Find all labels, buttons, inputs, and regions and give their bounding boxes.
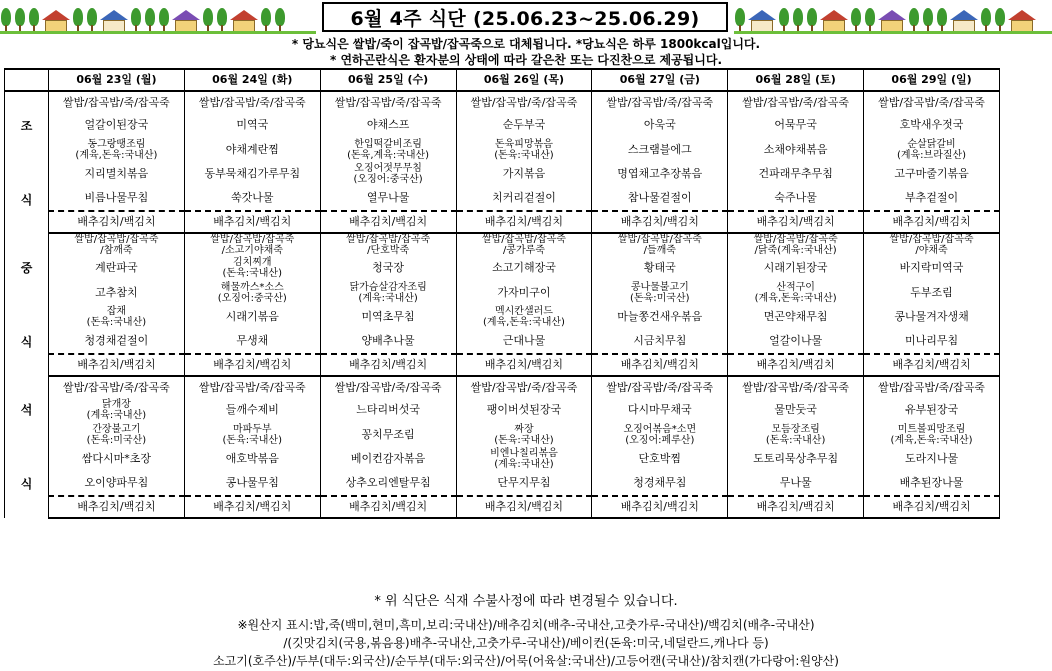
menu-item: 미트볼피망조림 (계육,돈육:국내산) bbox=[864, 423, 1000, 448]
menu-item: 동부묵채김가루무침 bbox=[184, 162, 320, 187]
menu-item: 쌀밥/잡곡밥/잡곡죽 /참깨죽 bbox=[49, 233, 185, 256]
menu-item: 쌀밥/잡곡밥/죽/잡곡죽 bbox=[728, 376, 864, 398]
origin-line-3: 소고기(호주산)/두부(대두:외국산)/순두부(대두:외국산)/어묵(어육살:국내산)/고등어캔(국내산)/참치캔(가다랑어:원양산) bbox=[213, 654, 839, 668]
weekly-menu-table bbox=[4, 68, 1000, 519]
menu-item: 해물까스*소스 (오징어:중국산) bbox=[184, 281, 320, 306]
kimchi-item: 배추김치/백김치 bbox=[320, 354, 456, 376]
menu-item: 유부된장국 bbox=[864, 398, 1000, 423]
menu-row bbox=[5, 138, 1000, 163]
kimchi-item: 배추김치/백김치 bbox=[456, 354, 592, 376]
menu-item: 쌀밥/잡곡밥/죽/잡곡죽 bbox=[49, 91, 185, 113]
menu-item: 오이양파무침 bbox=[49, 472, 185, 497]
kimchi-item: 배추김치/백김치 bbox=[320, 496, 456, 518]
decorative-banner-left bbox=[0, 0, 316, 34]
menu-item: 순두부국 bbox=[456, 113, 592, 138]
kimchi-item: 배추김치/백김치 bbox=[456, 496, 592, 518]
menu-item: 가지볶음 bbox=[456, 162, 592, 187]
menu-item: 비엔나칠리볶음 (계육:국내산) bbox=[456, 447, 592, 472]
menu-row bbox=[5, 91, 1000, 113]
menu-item: 미역초무침 bbox=[320, 305, 456, 330]
kimchi-row bbox=[5, 354, 1000, 376]
day-header: 06월 27일 (금) bbox=[592, 69, 728, 91]
menu-item: 상추오리엔탈무침 bbox=[320, 472, 456, 497]
menu-item: 쌀밥/잡곡밥/잡곡죽 /콩가루죽 bbox=[456, 233, 592, 256]
menu-item: 도토리묵상추무침 bbox=[728, 447, 864, 472]
menu-item: 두부조림 bbox=[864, 281, 1000, 306]
menu-item: 비름나물무침 bbox=[49, 187, 185, 212]
day-header: 06월 24일 (화) bbox=[184, 69, 320, 91]
kimchi-item: 배추김치/백김치 bbox=[592, 354, 728, 376]
menu-item: 고구마줄기볶음 bbox=[864, 162, 1000, 187]
menu-item: 쌀밥/잡곡밥/죽/잡곡죽 bbox=[456, 91, 592, 113]
menu-item: 한입떡갈비조림 (돈육,계육:국내산) bbox=[320, 138, 456, 163]
kimchi-item: 배추김치/백김치 bbox=[49, 354, 185, 376]
menu-item: 들깨수제비 bbox=[184, 398, 320, 423]
menu-item: 쌀밥/잡곡밥/죽/잡곡죽 bbox=[456, 376, 592, 398]
kimchi-item: 배추김치/백김치 bbox=[49, 496, 185, 518]
menu-item: 쌀밥/잡곡밥/죽/잡곡죽 bbox=[592, 91, 728, 113]
menu-item: 쌀밥/잡곡밥/죽/잡곡죽 bbox=[592, 376, 728, 398]
menu-item: 김치찌개 (돈육:국내산) bbox=[184, 256, 320, 281]
menu-item: 베이컨감자볶음 bbox=[320, 447, 456, 472]
menu-item: 쌀밥/잡곡밥/죽/잡곡죽 bbox=[184, 376, 320, 398]
menu-item: 돈육피망볶음 (돈육:국내산) bbox=[456, 138, 592, 163]
menu-row bbox=[5, 472, 1000, 497]
menu-item: 쌀밥/잡곡밥/잡곡죽 /닭죽(계육:국내산) bbox=[728, 233, 864, 256]
menu-item: 닭가슴살감자조림 (계육:국내산) bbox=[320, 281, 456, 306]
day-header-row bbox=[5, 69, 1000, 91]
menu-row bbox=[5, 376, 1000, 398]
kimchi-item: 배추김치/백김치 bbox=[184, 354, 320, 376]
menu-item: 물만둣국 bbox=[728, 398, 864, 423]
menu-item: 배추된장나물 bbox=[864, 472, 1000, 497]
menu-item: 팽이버섯된장국 bbox=[456, 398, 592, 423]
menu-row bbox=[5, 162, 1000, 187]
menu-row bbox=[5, 423, 1000, 448]
menu-item: 치커리겉절이 bbox=[456, 187, 592, 212]
meal-label-top: 석 bbox=[20, 403, 33, 417]
menu-item: 명엽채고추장볶음 bbox=[592, 162, 728, 187]
menu-row bbox=[5, 398, 1000, 423]
menu-row bbox=[5, 113, 1000, 138]
menu-item: 무나물 bbox=[728, 472, 864, 497]
menu-item: 청경채무침 bbox=[592, 472, 728, 497]
menu-item: 오징어볶음*소면 (오징어:페루산) bbox=[592, 423, 728, 448]
menu-item: 야채계란찜 bbox=[184, 138, 320, 163]
menu-item: 계란파국 bbox=[49, 256, 185, 281]
menu-item: 애호박볶음 bbox=[184, 447, 320, 472]
menu-item: 무생채 bbox=[184, 330, 320, 355]
menu-item: 짜장 (돈육:국내산) bbox=[456, 423, 592, 448]
menu-item: 청국장 bbox=[320, 256, 456, 281]
origin-line-1: ※원산지 표시:밥,죽(백미,현미,흑미,보리:국내산)/배추김치(배추-국내산,고춧가루-국내산)/백김치(배추-국내산) bbox=[237, 618, 815, 632]
menu-row bbox=[5, 281, 1000, 306]
day-header: 06월 29일 (일) bbox=[864, 69, 1000, 91]
menu-item: 소고기해장국 bbox=[456, 256, 592, 281]
kimchi-item: 배추김치/백김치 bbox=[728, 354, 864, 376]
change-notice: * 위 식단은 식재 수불사정에 따라 변경될수 있습니다. bbox=[374, 594, 678, 609]
grass-strip bbox=[0, 31, 316, 34]
menu-item: 숙주나물 bbox=[728, 187, 864, 212]
menu-item: 열무나물 bbox=[320, 187, 456, 212]
menu-item: 소채야채볶음 bbox=[728, 138, 864, 163]
menu-item: 양배추나물 bbox=[320, 330, 456, 355]
meal-label bbox=[5, 91, 49, 233]
menu-item: 시래기된장국 bbox=[728, 256, 864, 281]
menu-item: 마늘쫑건새우볶음 bbox=[592, 305, 728, 330]
menu-item: 닭개장 (계육:국내산) bbox=[49, 398, 185, 423]
dysphagia-notice: * 연하곤란식은 환자분의 상태에 따라 갈은찬 또는 다진찬으로 제공됩니다. bbox=[329, 53, 723, 67]
decorative-banner-right bbox=[734, 0, 1052, 34]
menu-item: 쌀밥/잡곡밥/죽/잡곡죽 bbox=[184, 91, 320, 113]
menu-row bbox=[5, 330, 1000, 355]
menu-item: 쌀밥/잡곡밥/죽/잡곡죽 bbox=[320, 376, 456, 398]
kimchi-item: 배추김치/백김치 bbox=[728, 211, 864, 233]
meal-label bbox=[5, 376, 49, 518]
menu-item: 쑥갓나물 bbox=[184, 187, 320, 212]
diabetic-notice: * 당뇨식은 쌀밥/죽이 잡곡밥/잡곡죽으로 대체됩니다. *당뇨식은 하루 1800kcal입니다. bbox=[291, 37, 761, 51]
menu-item: 꽁치무조림 bbox=[320, 423, 456, 448]
kimchi-item: 배추김치/백김치 bbox=[184, 496, 320, 518]
menu-item: 건파래무추무침 bbox=[728, 162, 864, 187]
menu-item: 쌀밥/잡곡밥/잡곡죽 /단호박죽 bbox=[320, 233, 456, 256]
kimchi-item: 배추김치/백김치 bbox=[728, 496, 864, 518]
day-header: 06월 28일 (토) bbox=[728, 69, 864, 91]
menu-item: 오징어젓무무침 (오징어:중국산) bbox=[320, 162, 456, 187]
menu-item: 마파두부 (돈육:국내산) bbox=[184, 423, 320, 448]
meal-label-top: 조 bbox=[20, 118, 33, 133]
corner-cell bbox=[5, 69, 49, 91]
menu-item: 아욱국 bbox=[592, 113, 728, 138]
menu-item: 쌀밥/잡곡밥/죽/잡곡죽 bbox=[864, 91, 1000, 113]
kimchi-item: 배추김치/백김치 bbox=[184, 211, 320, 233]
menu-item: 모듬장조림 (돈육:국내산) bbox=[728, 423, 864, 448]
menu-item: 시래기볶음 bbox=[184, 305, 320, 330]
menu-item: 간장불고기 (돈육:미국산) bbox=[49, 423, 185, 448]
menu-item: 스크램블에그 bbox=[592, 138, 728, 163]
menu-item: 미나리무침 bbox=[864, 330, 1000, 355]
menu-item: 쌀밥/잡곡밥/잡곡죽 /야채죽 bbox=[864, 233, 1000, 256]
menu-item: 야채스프 bbox=[320, 113, 456, 138]
meal-label bbox=[5, 233, 49, 376]
kimchi-item: 배추김치/백김치 bbox=[320, 211, 456, 233]
kimchi-item: 배추김치/백김치 bbox=[864, 496, 1000, 518]
menu-item: 쌀밥/잡곡밥/잡곡죽 /소고기야채죽 bbox=[184, 233, 320, 256]
menu-row bbox=[5, 305, 1000, 330]
menu-item: 쌀밥/잡곡밥/죽/잡곡죽 bbox=[320, 91, 456, 113]
menu-item: 쌈다시마*초장 bbox=[49, 447, 185, 472]
menu-item: 미역국 bbox=[184, 113, 320, 138]
kimchi-row bbox=[5, 496, 1000, 518]
menu-item: 단무지무침 bbox=[456, 472, 592, 497]
menu-item: 부추겉절이 bbox=[864, 187, 1000, 212]
menu-item: 면곤약채무침 bbox=[728, 305, 864, 330]
menu-row bbox=[5, 187, 1000, 212]
grass-strip bbox=[734, 31, 1052, 34]
menu-item: 얼갈이나물 bbox=[728, 330, 864, 355]
menu-item: 쌀밥/잡곡밥/죽/잡곡죽 bbox=[728, 91, 864, 113]
menu-row bbox=[5, 447, 1000, 472]
meal-label-top: 중 bbox=[20, 260, 33, 275]
kimchi-row bbox=[5, 211, 1000, 233]
menu-item: 쌀밥/잡곡밥/죽/잡곡죽 bbox=[49, 376, 185, 398]
kimchi-item: 배추김치/백김치 bbox=[592, 496, 728, 518]
menu-item: 다시마무채국 bbox=[592, 398, 728, 423]
kimchi-item: 배추김치/백김치 bbox=[864, 354, 1000, 376]
menu-item: 동그랑땡조림 (계육,돈육:국내산) bbox=[49, 138, 185, 163]
menu-item: 지리멸치볶음 bbox=[49, 162, 185, 187]
menu-item: 산적구이 (계육,돈육:국내산) bbox=[728, 281, 864, 306]
kimchi-item: 배추김치/백김치 bbox=[864, 211, 1000, 233]
menu-row bbox=[5, 233, 1000, 256]
menu-item: 순살닭갈비 (계육:브라질산) bbox=[864, 138, 1000, 163]
page-title: 6월 4주 식단 (25.06.23~25.06.29) bbox=[322, 2, 728, 32]
kimchi-item: 배추김치/백김치 bbox=[592, 211, 728, 233]
menu-item: 고추참치 bbox=[49, 281, 185, 306]
menu-item: 어묵무국 bbox=[728, 113, 864, 138]
menu-item: 바지락미역국 bbox=[864, 256, 1000, 281]
menu-item: 가자미구이 bbox=[456, 281, 592, 306]
origin-line-2: /(깃맛김치(국용,볶음용)배추-국내산,고춧가루-국내산)/베이컨(돈육:미국,네덜란드,캐나다 등) bbox=[283, 636, 769, 650]
day-header: 06월 26일 (목) bbox=[456, 69, 592, 91]
day-header: 06월 23일 (월) bbox=[49, 69, 185, 91]
menu-item: 느타리버섯국 bbox=[320, 398, 456, 423]
menu-item: 단호박찜 bbox=[592, 447, 728, 472]
menu-item: 쌀밥/잡곡밥/죽/잡곡죽 bbox=[864, 376, 1000, 398]
meal-label-bottom: 식 bbox=[20, 334, 33, 349]
menu-item: 시금치무침 bbox=[592, 330, 728, 355]
menu-item: 얼갈이된장국 bbox=[49, 113, 185, 138]
menu-item: 도라지나물 bbox=[864, 447, 1000, 472]
menu-item: 청경채겉절이 bbox=[49, 330, 185, 355]
menu-item: 근대나물 bbox=[456, 330, 592, 355]
menu-item: 콩나물겨자생채 bbox=[864, 305, 1000, 330]
menu-item: 호박새우젓국 bbox=[864, 113, 1000, 138]
day-header: 06월 25일 (수) bbox=[320, 69, 456, 91]
kimchi-item: 배추김치/백김치 bbox=[49, 211, 185, 233]
menu-item: 멕시칸샐러드 (계육,돈육:국내산) bbox=[456, 305, 592, 330]
meal-label-bottom: 식 bbox=[20, 477, 33, 491]
menu-item: 쌀밥/잡곡밥/잡곡죽 /들깨죽 bbox=[592, 233, 728, 256]
menu-item: 잡채 (돈육:국내산) bbox=[49, 305, 185, 330]
menu-item: 황태국 bbox=[592, 256, 728, 281]
menu-item: 콩나물무침 bbox=[184, 472, 320, 497]
menu-item: 참나물겉절이 bbox=[592, 187, 728, 212]
meal-label-bottom: 식 bbox=[20, 192, 33, 207]
menu-row bbox=[5, 256, 1000, 281]
menu-item: 콩나물불고기 (돈육:미국산) bbox=[592, 281, 728, 306]
kimchi-item: 배추김치/백김치 bbox=[456, 211, 592, 233]
